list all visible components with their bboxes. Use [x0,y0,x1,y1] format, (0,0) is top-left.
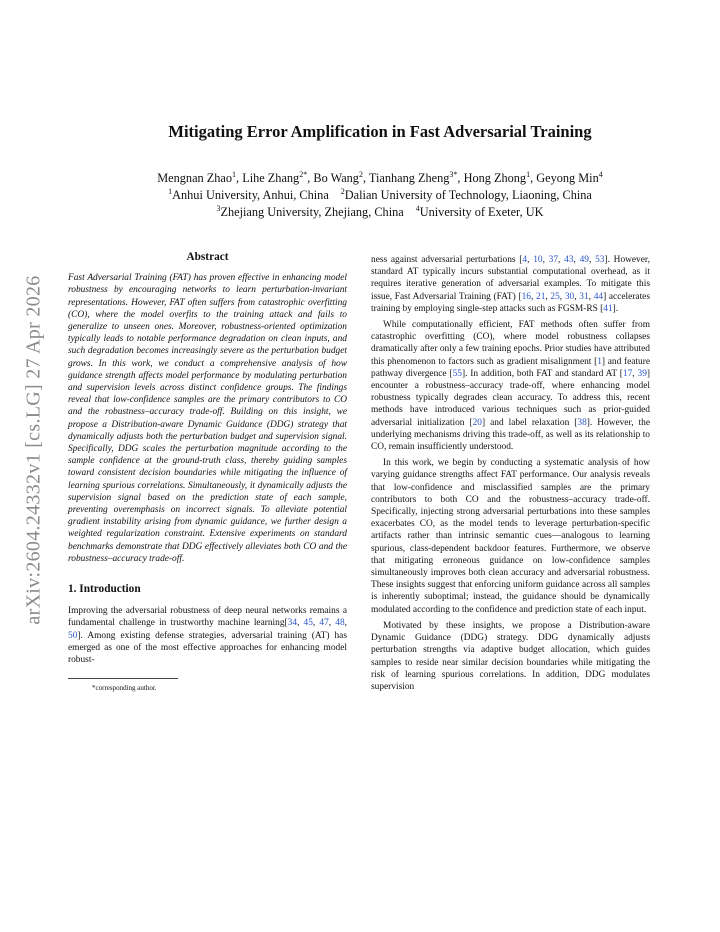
right-column [371,254,650,697]
author-name: Bo Wang [313,171,359,185]
author-mark: 2* [299,169,308,179]
author-mark: 4 [598,169,603,179]
citation-link[interactable]: 25 [550,291,560,302]
affiliation-mark: 3 [216,203,221,213]
citation-link[interactable]: 16 [521,291,531,302]
author-mark: 1 [232,169,237,179]
author-mark: 3* [449,169,458,179]
affiliation-text: Dalian University of Technology, Liaoning, China [344,188,592,202]
author-name: Tianhang Zheng [368,171,450,185]
affiliation-mark: 4 [415,203,420,213]
author-block [60,170,700,221]
citation-link[interactable]: 55 [452,368,462,379]
author-mark: 2 [358,169,363,179]
citation-link[interactable]: 39 [637,368,647,379]
section-heading-introduction: 1. Introduction [68,583,141,596]
intro-paragraph: In this work, we begin by conducting a systematic analysis of how varying guidance strengths affect FAT performance. Our analysis reveals that low-confidence and misclassified samples are the primary contributors to both CO and the robustness–accuracy trade-off. Specifically, injecting strong adversarial perturbations into these samples exacerbates CO, as the model tends to leverage perturbation-specific artifacts rather than intrinsic semantic cues—analogous to learning spurious, class-dependent backdoor features. Furthermore, we observe that mitigating erroneous guidance on low-confidence samples simultaneously improves both clean accuracy and adversarial robustness. These insights suggest that enforcing uniform guidance across all samples is inherently suboptimal; instead, the guidance should be dynamically modulated according to the confidence and prediction state of each input. [371,458,650,615]
author-name: Mengnan Zhao [157,171,233,185]
left-column [68,251,347,699]
intro-paragraph-1: Improving the adversarial robustness of deep neural networks remains a fundamental challenge in trustworthy machine learning[34, 45, 47, 48, 50]. Among existing defense strategies, adversarial training (AT) has emerged as one of the most effective approaches for enhancing model robust- [68,606,347,666]
citation-link[interactable]: 38 [577,417,587,428]
affiliation-mark: 2 [340,186,345,196]
author-name: Hong Zhong [463,171,527,185]
citation-link[interactable]: 20 [472,417,482,428]
citation-link[interactable]: 43 [564,255,574,265]
citation-link[interactable]: 30 [564,291,575,302]
affiliation-text: Anhui University, Anhui, China [172,188,329,202]
affiliation-line-1 [60,187,700,204]
author-mark: 1 [526,169,531,179]
citation-link[interactable]: 1 [597,356,602,367]
footnote-divider [68,678,178,679]
author-name: Lihe Zhang [242,171,300,185]
abstract-body [68,272,347,565]
affiliation-text: University of Exeter, UK [419,205,544,219]
arxiv-stamp [4,250,64,650]
affiliation-mark: 1 [168,186,173,196]
footnote: *corresponding author. [92,684,157,693]
citation-link[interactable]: 41 [603,303,613,314]
affiliation-text: Zhejiang University, Zhejiang, China [220,205,404,219]
citation-link[interactable]: 10 [533,255,543,265]
author-list: Mengnan Zhao$^1$, Lihe Zhang$^{2*}$, Bo Wang$^2$, Tianhang Zheng$^{3*}$, Hong Zhong$^1$, Geyong Min$^4$ [157,169,603,185]
citation-link[interactable]: 34 [287,618,298,629]
citation-link[interactable]: 53 [595,255,605,265]
citation-link[interactable]: 47 [319,618,329,629]
abstract-text: Fast Adversarial Training (FAT) has proven effective in enhancing model robustness by encouraging networks to learn perturbation-invariant representations. However, FAT often suffers from catastrophic overfitting (CO), where the model overfits to the training attack and fails to generalize to unseen ones. Moreover, robustness-oriented optimization typically leads to notable performance degradation on clean inputs, and such degradation becomes increasingly severe as the perturbation budget grows. In this work, we conduct a comprehensive analysis of how guidance strength affects model performance by modulating perturbation and supervision levels across distinct confidence groups. The findings reveal that low-confidence samples are the primary contributors to CO and the robustness–accuracy trade-off. Building on this insight, we propose a Distribution-aware Dynamic Guidance (DDG) strategy that dynamically adjusts both the perturbation budget and supervision signal. Specifically, DDG scales the perturbation magnitude according to the sample confidence at the ground-truth class, thereby guiding samples toward consistent decision boundaries while mitigating the influence of learning spurious correlations. Simultaneously, it dynamically adjusts the supervision signal based on the prediction state of each sample, preventing overemphasis on incorrect signals. To alleviate potential gradient instability arising from dynamic guidance, we further design a weighted regularization constraint. Extensive experiments on standard benchmarks demonstrate that DDG effectively alleviates both CO and the robustness–accuracy trade-off. [68,273,347,564]
citation-link[interactable]: 31 [579,291,589,302]
intro-paragraph: Motivated by these insights, we propose a Distribution-aware Dynamic Guidance (DDG) strategy. DDG dynamically adjusts perturbation strengths via adaptive budget allocation, which guides samples to reside near similar decision boundaries while mitigating the risk of learning spurious correlations. In addition, DDG modulates supervision [371,620,650,692]
arxiv-stamp-text: arXiv:2604.24332v1 [cs.LG] 27 Apr 2026 [22,275,45,625]
citation-link[interactable]: 4 [522,255,528,265]
citation-link[interactable]: 45 [303,618,313,629]
citation-link[interactable]: 49 [579,255,589,265]
citation-link[interactable]: 37 [548,255,559,265]
citation-link[interactable]: 21 [536,291,546,302]
citation-link[interactable]: 44 [593,291,604,302]
intro-paragraph: ness against adversarial perturbations [4, 10, 37, 43, 49, 53]. However, standard AT typically incurs substantial computational overhead, as it requires iterative generation of adversarial examples. To mitigate this issue, Fast Adversarial Training (FAT) [16, 21, 25, 30, 31, 44] accelerates training by employing single-step attacks such as FGSM-RS [41]. [371,255,650,314]
citation-link[interactable]: 50 [68,630,78,641]
citation-link[interactable]: 48 [335,618,345,629]
author-name: Geyong Min [536,171,599,185]
paper-title: Mitigating Error Amplification in Fast Adversarial Training [168,122,592,141]
intro-paragraph: While computationally efficient, FAT methods often suffer from catastrophic overfitting (CO), where model robustness collapses dramatically after only a few training epochs. Prior studies have attributed this phenomenon to factors such as gradient misalignment [1] and feature pathway divergence [55]. In addition, both FAT and standard AT [17, 39] encounter a robustness–accuracy trade-off, where enhancing model robustness typically degrades clean accuracy. To address this, recent methods have introduced various techniques such as prior-guided adversarial initialization [20] and label relaxation [38]. However, the underlying mechanisms driving this trade-off, as well as its relationship to CO, remain insufficiently understood. [371,320,650,453]
citation-link[interactable]: 17 [622,368,633,379]
affiliation-line-2 [60,204,700,221]
abstract-heading: Abstract [186,251,229,263]
